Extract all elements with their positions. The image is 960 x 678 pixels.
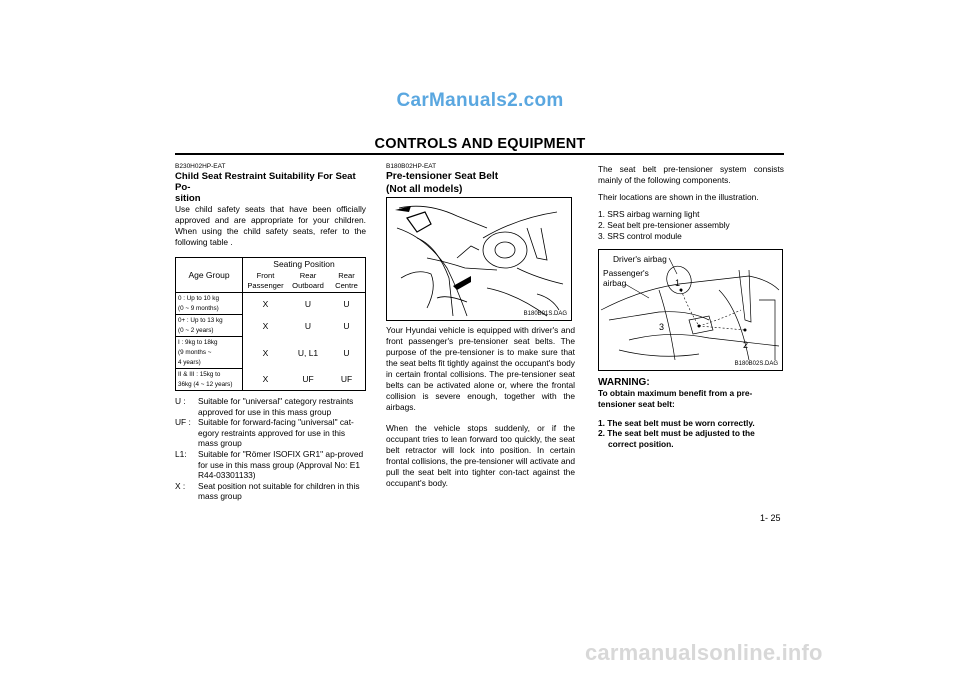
figure-caption: B180B01S.DAG xyxy=(523,311,567,317)
intro-paragraph: Use child safety seats that have been officially approved and are appropriate for your children. When using the child safety seats, refer to the following table . xyxy=(175,204,366,247)
figure-caption: B180B02S.DAG xyxy=(734,361,778,367)
callout-2: 2 xyxy=(743,340,749,350)
label-line: airbag xyxy=(603,278,627,288)
legend-text: Suitable for "Römer ISOFIX GR1" ap-proved for use in this mass group (Approval No: E1 R44-03301133) xyxy=(198,448,364,481)
pretensioner-figure xyxy=(386,197,572,321)
rear-outboard-cell: U xyxy=(304,320,312,331)
front-cell: X xyxy=(243,293,289,315)
legend xyxy=(175,396,366,502)
passengers-airbag-label xyxy=(603,268,649,288)
col-rear-centre xyxy=(328,270,366,293)
watermark-top[interactable]: CarManuals2.com xyxy=(396,90,564,111)
section-title-line: sition xyxy=(175,193,201,204)
table-row xyxy=(176,293,366,315)
rear-outboard-cell: U, L1 xyxy=(297,347,319,358)
col-front-passenger xyxy=(243,270,289,293)
locations-text: Their locations are shown in the illustration. xyxy=(598,192,759,202)
left-column xyxy=(175,163,366,502)
age-group-header: Age Group xyxy=(176,258,243,293)
list-item: 2. Seat belt pre-tensioner assembly xyxy=(598,220,730,230)
legend-key: L1: xyxy=(175,448,187,459)
pretensioner-paragraph: When the vehicle stops suddenly, or if the occupant tries to lean forward too quickly, the seat belt retractor will lock into position. In certain frontal collisions, the pre-tensioner will activate and pull the seat belt into tighter con-tact against the occupant's body. xyxy=(386,423,575,488)
age-line: II & III : 15kg to xyxy=(178,370,221,378)
section-code: B180B02HP-EAT xyxy=(386,163,437,170)
front-cell: X xyxy=(243,337,289,369)
components-figure xyxy=(598,249,783,371)
age-cell xyxy=(176,337,243,369)
age-line: (0 ~ 9 months) xyxy=(178,304,219,312)
rear-centre-cell: U xyxy=(328,315,366,337)
pretensioner-paragraph: Your Hyundai vehicle is equipped with driver's and front passenger's pre-tensioner seat belts. The purpose of the pre-tensioner is to make sure that the seat belts fit tightly against the occupant's body in certain frontal collisions. The pre-tensioner seat belts can be activated alone or, where the frontal collision is severe enough, together with the airbags. xyxy=(386,325,575,412)
legend-text: Suitable for "universal" category restraints approved for use in this mass group xyxy=(198,396,354,417)
legend-text: Suitable for forward-facing "universal" cat-egory restraints approved for use in this mass group xyxy=(198,417,354,449)
col-header-line: Centre xyxy=(335,280,358,290)
col-header-line: Rear xyxy=(299,270,317,280)
label-line: Passenger's xyxy=(603,268,649,278)
legend-item xyxy=(175,449,366,481)
front-cell: X xyxy=(243,369,289,391)
section-title xyxy=(386,170,575,196)
seating-position-header: Seating Position xyxy=(243,258,366,270)
col-header-line: Outboard xyxy=(292,280,324,290)
legend-item xyxy=(175,417,366,449)
age-cell xyxy=(176,293,243,315)
list-item: 1. The seat belt must be worn correctly. xyxy=(598,417,755,428)
section-title xyxy=(175,171,366,204)
col-rear-outboard xyxy=(288,270,328,293)
col-header-line: Rear xyxy=(338,270,355,280)
header-rule xyxy=(175,153,784,155)
watermark-bottom[interactable]: carmanualsonline.info xyxy=(585,640,823,665)
section-title-line: (Not all models) xyxy=(386,184,463,195)
table-row xyxy=(176,337,366,369)
legend-key: UF : xyxy=(175,417,191,428)
legend-text: Seat position not suitable for children in this mass group xyxy=(198,480,360,502)
rear-outboard-cell: UF xyxy=(288,369,328,391)
col-header-line: Passenger xyxy=(247,280,284,290)
middle-column xyxy=(386,163,575,489)
section-title-line: Pre-tensioner Seat Belt xyxy=(386,171,499,182)
section-title-line: Child Seat Restraint Suitability For Seat Po- xyxy=(175,171,356,193)
callout-3: 3 xyxy=(659,322,665,332)
warning-list xyxy=(598,418,784,450)
warning-text: To obtain maximum benefit from a pre-tensioner seat belt: xyxy=(598,388,753,409)
list-item: 1. SRS airbag warning light xyxy=(598,209,700,219)
seat-suitability-table xyxy=(175,257,366,391)
right-column xyxy=(598,164,784,450)
rear-outboard-cell: U xyxy=(304,298,312,309)
col-header-line: Front xyxy=(256,270,275,280)
age-cell xyxy=(176,315,243,337)
components-list xyxy=(598,209,784,242)
age-cell xyxy=(176,369,243,391)
age-line: I : 9kg to 18kg xyxy=(178,338,218,346)
rear-centre-cell: UF xyxy=(328,369,366,391)
legend-key: X : xyxy=(175,480,186,491)
legend-item xyxy=(175,396,366,417)
page-number: 1- 25 xyxy=(760,513,781,523)
age-line: 36kg (4 ~ 12 years) xyxy=(178,380,233,388)
car-interior-illustration xyxy=(387,198,571,320)
legend-item xyxy=(175,481,366,502)
rear-centre-cell: U xyxy=(328,293,366,315)
front-cell: X xyxy=(243,315,289,337)
list-item: 2. The seat belt must be adjusted to the correct position. xyxy=(598,428,755,450)
age-line: 0+ : Up to 13 kg xyxy=(178,316,223,324)
drivers-airbag-label: Driver's airbag xyxy=(613,254,667,264)
callout-1: 1 xyxy=(675,278,681,288)
list-item: 3. SRS control module xyxy=(598,231,682,241)
age-line: 4 years) xyxy=(178,358,201,366)
age-line: 0 : Up to 10 kg xyxy=(178,294,219,302)
section-code: B230H02HP-EAT xyxy=(175,163,226,170)
table-row xyxy=(176,315,366,337)
age-line: (0 ~ 2 years) xyxy=(178,326,214,334)
rear-centre-cell: U xyxy=(328,337,366,369)
warning-title: WARNING: xyxy=(598,377,650,388)
system-intro: The seat belt pre-tensioner system consists mainly of the following components. xyxy=(598,164,784,185)
page-header: CONTROLS AND EQUIPMENT xyxy=(374,136,586,152)
table-row xyxy=(176,369,366,391)
age-line: (9 months ~ xyxy=(178,348,212,356)
legend-key: U : xyxy=(175,396,186,406)
